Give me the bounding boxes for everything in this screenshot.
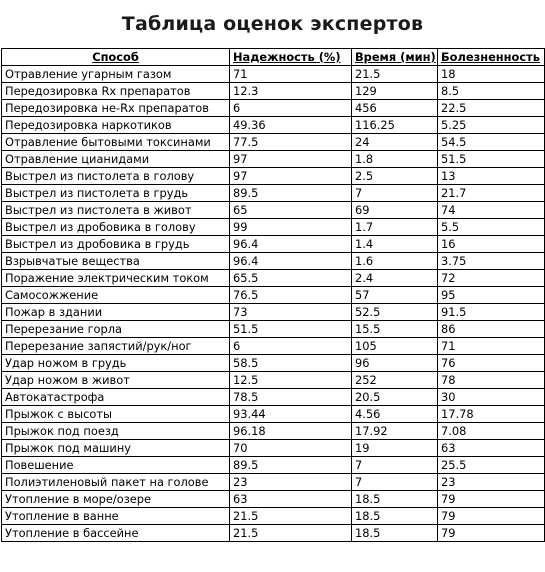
cell-pain: 79 (438, 491, 545, 508)
cell-reliability: 12.5 (230, 372, 352, 389)
cell-reliability: 21.5 (230, 525, 352, 542)
cell-time: 7 (352, 457, 438, 474)
cell-method: Передозировка Rx препаратов (2, 83, 230, 100)
cell-pain: 5.25 (438, 117, 545, 134)
table-row (2, 134, 545, 151)
table-body (2, 66, 545, 542)
cell-reliability: 73 (230, 304, 352, 321)
cell-pain: 71 (438, 338, 545, 355)
cell-method: Выстрел из дробовика в голову (2, 219, 230, 236)
table-row (2, 423, 545, 440)
cell-reliability: 63 (230, 491, 352, 508)
cell-method: Выстрел из дробовика в грудь (2, 236, 230, 253)
cell-time: 116.25 (352, 117, 438, 134)
cell-pain: 3.75 (438, 253, 545, 270)
cell-method: Отравление угарным газом (2, 66, 230, 83)
cell-method: Прыжок под машину (2, 440, 230, 457)
cell-time: 1.6 (352, 253, 438, 270)
cell-time: 7 (352, 474, 438, 491)
cell-method: Взрывчатые вещества (2, 253, 230, 270)
cell-time: 17.92 (352, 423, 438, 440)
table-row (2, 355, 545, 372)
cell-pain: 21.7 (438, 185, 545, 202)
cell-method: Утопление в море/озере (2, 491, 230, 508)
column-header-pain: Болезненность (438, 49, 545, 66)
cell-time: 57 (352, 287, 438, 304)
table-row (2, 185, 545, 202)
table-row (2, 253, 545, 270)
cell-pain: 91.5 (438, 304, 545, 321)
table-row (2, 168, 545, 185)
cell-time: 18.5 (352, 508, 438, 525)
cell-method: Выстрел из пистолета в грудь (2, 185, 230, 202)
table-row (2, 457, 545, 474)
cell-pain: 74 (438, 202, 545, 219)
cell-reliability: 77.5 (230, 134, 352, 151)
column-header-method: Способ (2, 49, 230, 66)
table-row (2, 474, 545, 491)
cell-time: 19 (352, 440, 438, 457)
cell-pain: 17.78 (438, 406, 545, 423)
cell-method: Выстрел из пистолета в голову (2, 168, 230, 185)
cell-pain: 76 (438, 355, 545, 372)
cell-reliability: 49.36 (230, 117, 352, 134)
table-row (2, 236, 545, 253)
cell-method: Повешение (2, 457, 230, 474)
cell-method: Прыжок под поезд (2, 423, 230, 440)
table-row (2, 372, 545, 389)
cell-pain: 25.5 (438, 457, 545, 474)
cell-reliability: 51.5 (230, 321, 352, 338)
cell-method: Утопление в ванне (2, 508, 230, 525)
table-row (2, 219, 545, 236)
cell-pain: 22.5 (438, 100, 545, 117)
cell-time: 21.5 (352, 66, 438, 83)
cell-reliability: 71 (230, 66, 352, 83)
cell-pain: 13 (438, 168, 545, 185)
cell-method: Удар ножом в грудь (2, 355, 230, 372)
table-row (2, 202, 545, 219)
cell-pain: 78 (438, 372, 545, 389)
cell-pain: 63 (438, 440, 545, 457)
cell-pain: 72 (438, 270, 545, 287)
cell-time: 105 (352, 338, 438, 355)
cell-time: 129 (352, 83, 438, 100)
cell-method: Прыжок с высоты (2, 406, 230, 423)
table-row (2, 100, 545, 117)
table-row (2, 270, 545, 287)
cell-time: 456 (352, 100, 438, 117)
cell-reliability: 78.5 (230, 389, 352, 406)
cell-method: Перерезание запястий/рук/ног (2, 338, 230, 355)
cell-method: Самосожжение (2, 287, 230, 304)
cell-method: Поражение электрическим током (2, 270, 230, 287)
table-row (2, 83, 545, 100)
cell-method: Отравление цианидами (2, 151, 230, 168)
cell-pain: 5.5 (438, 219, 545, 236)
column-header-reliability: Надежность (%) (230, 49, 352, 66)
cell-reliability: 58.5 (230, 355, 352, 372)
cell-time: 15.5 (352, 321, 438, 338)
cell-method: Передозировка наркотиков (2, 117, 230, 134)
cell-reliability: 96.4 (230, 253, 352, 270)
cell-time: 4.56 (352, 406, 438, 423)
cell-reliability: 97 (230, 151, 352, 168)
cell-time: 1.4 (352, 236, 438, 253)
cell-time: 1.8 (352, 151, 438, 168)
cell-time: 20.5 (352, 389, 438, 406)
cell-pain: 79 (438, 508, 545, 525)
column-header-time: Время (мин) (352, 49, 438, 66)
cell-time: 24 (352, 134, 438, 151)
cell-time: 252 (352, 372, 438, 389)
expert-ratings-table (1, 48, 545, 542)
table-row (2, 66, 545, 83)
cell-time: 1.7 (352, 219, 438, 236)
table-row (2, 304, 545, 321)
cell-time: 18.5 (352, 491, 438, 508)
cell-pain: 51.5 (438, 151, 545, 168)
cell-method: Передозировка не-Rx препаратов (2, 100, 230, 117)
cell-pain: 30 (438, 389, 545, 406)
cell-method: Отравление бытовыми токсинами (2, 134, 230, 151)
cell-method: Выстрел из пистолета в живот (2, 202, 230, 219)
table-row (2, 389, 545, 406)
page-title: Таблица оценок экспертов (121, 13, 424, 35)
cell-reliability: 99 (230, 219, 352, 236)
cell-reliability: 93.44 (230, 406, 352, 423)
cell-time: 2.5 (352, 168, 438, 185)
cell-pain: 23 (438, 474, 545, 491)
cell-pain: 18 (438, 66, 545, 83)
table-row (2, 287, 545, 304)
table-row (2, 508, 545, 525)
cell-reliability: 23 (230, 474, 352, 491)
table-row (2, 440, 545, 457)
cell-method: Утопление в бассейне (2, 525, 230, 542)
cell-time: 52.5 (352, 304, 438, 321)
cell-method: Перерезание горла (2, 321, 230, 338)
cell-reliability: 70 (230, 440, 352, 457)
cell-method: Удар ножом в живот (2, 372, 230, 389)
table-row (2, 151, 545, 168)
cell-reliability: 65 (230, 202, 352, 219)
cell-time: 96 (352, 355, 438, 372)
cell-time: 2.4 (352, 270, 438, 287)
cell-pain: 79 (438, 525, 545, 542)
table-row (2, 117, 545, 134)
table-row (2, 491, 545, 508)
cell-reliability: 89.5 (230, 457, 352, 474)
cell-reliability: 96.4 (230, 236, 352, 253)
cell-reliability: 89.5 (230, 185, 352, 202)
cell-reliability: 6 (230, 100, 352, 117)
cell-method: Пожар в здании (2, 304, 230, 321)
cell-reliability: 96.18 (230, 423, 352, 440)
cell-time: 69 (352, 202, 438, 219)
cell-pain: 8.5 (438, 83, 545, 100)
cell-pain: 7.08 (438, 423, 545, 440)
cell-reliability: 97 (230, 168, 352, 185)
cell-method: Полиэтиленовый пакет на голове (2, 474, 230, 491)
cell-reliability: 6 (230, 338, 352, 355)
cell-pain: 54.5 (438, 134, 545, 151)
cell-method: Автокатастрофа (2, 389, 230, 406)
table-row (2, 525, 545, 542)
cell-time: 18.5 (352, 525, 438, 542)
table-header-row (2, 49, 545, 66)
cell-pain: 16 (438, 236, 545, 253)
cell-reliability: 21.5 (230, 508, 352, 525)
cell-time: 7 (352, 185, 438, 202)
cell-pain: 86 (438, 321, 545, 338)
cell-reliability: 12.3 (230, 83, 352, 100)
cell-reliability: 76.5 (230, 287, 352, 304)
cell-pain: 95 (438, 287, 545, 304)
table-row (2, 338, 545, 355)
table-row (2, 321, 545, 338)
table-row (2, 406, 545, 423)
cell-reliability: 65.5 (230, 270, 352, 287)
